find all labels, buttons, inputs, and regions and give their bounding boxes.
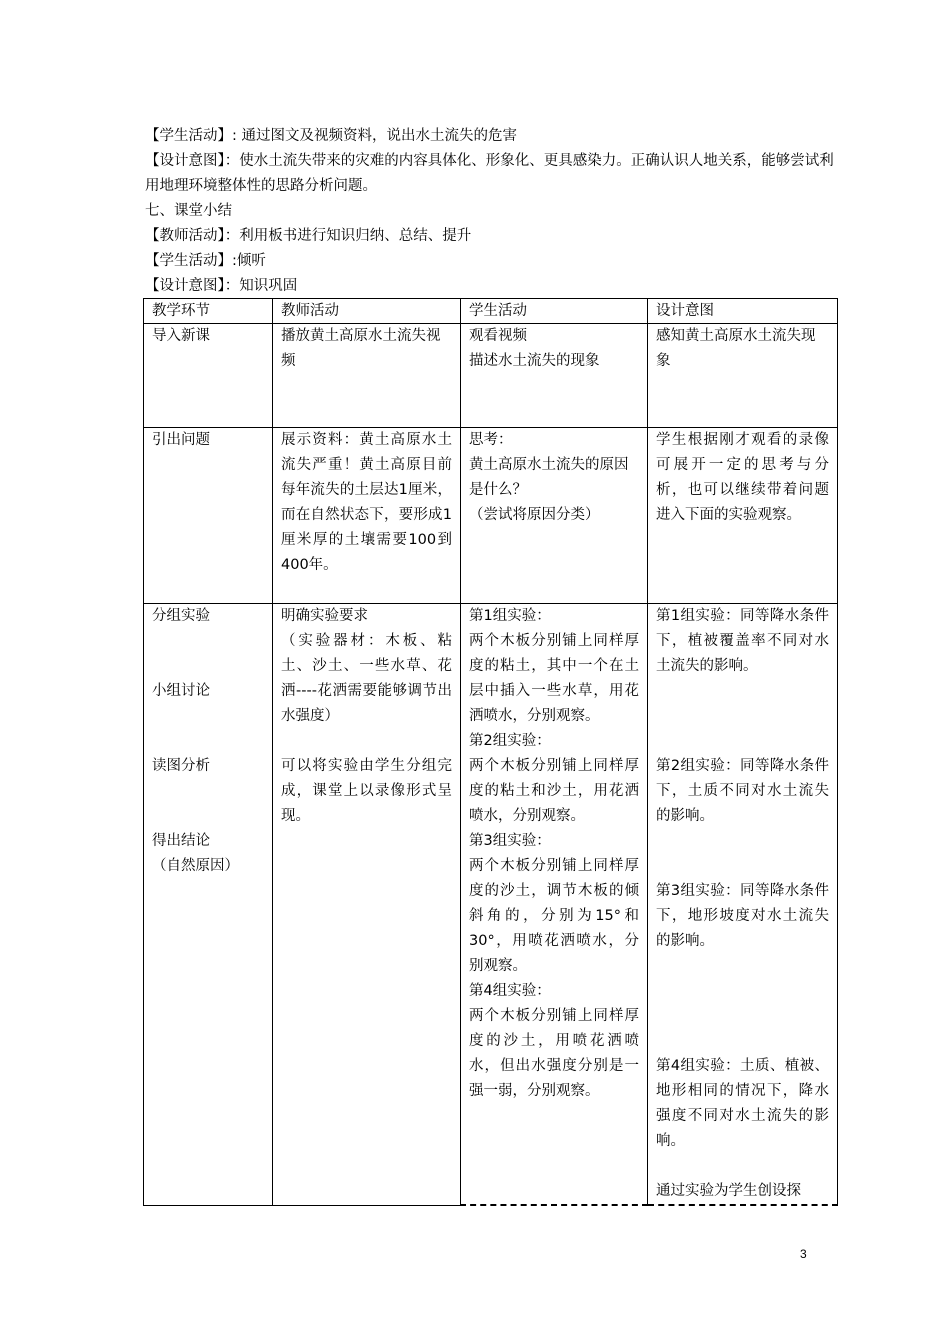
cell-teacher <box>273 604 461 1206</box>
intent-5: 通过实验为学生创设探 <box>656 1183 801 1199</box>
experiment-2-title: 第2组实验： <box>469 733 551 749</box>
table-row <box>144 428 838 604</box>
cell-text: 得出结论 <box>152 833 210 849</box>
intent-1: 第1组实验：同等降水条件下，植被覆盖率不同对水土流失的影响。 <box>656 608 829 674</box>
cell-text: 分组实验 <box>152 608 210 624</box>
header-stage: 教学环节 <box>144 299 273 324</box>
experiment-1-text: 两个木板分别铺上同样厚度的粘土，其中一个在土层中插入一些水草，用花洒喷水，分别观察。 <box>469 633 639 724</box>
cell-text: （实验器材：木板、粘土、沙土、一些水草、花洒----花洒需要能够调节出水强度） <box>281 633 452 724</box>
cell-text: 小组讨论 <box>152 683 210 699</box>
cell-stage: 导入新课 <box>144 324 273 428</box>
experiment-3-text: 两个木板分别铺上同样厚度的沙土，调节木板的倾斜角的，分别为15°和30°，用喷花洒喷水，分别观察。 <box>469 858 639 974</box>
intent-4: 第4组实验：土质、植被、地形相同的情况下，降水强度不同对水土流失的影响。 <box>656 1058 829 1149</box>
student-activity-paragraph-2: 【学生活动】:倾听 <box>145 253 266 269</box>
design-intent-paragraph-2: 【设计意图】：知识巩固 <box>145 278 298 294</box>
cell-teacher: 播放黄土高原水土流失视频 <box>273 324 461 428</box>
table-row <box>144 604 838 1206</box>
cell-text: 描述水土流失的现象 <box>469 353 600 369</box>
intent-2: 第2组实验：同等降水条件下，土质不同对水土流失的影响。 <box>656 758 829 824</box>
cell-text: （自然原因） <box>152 858 239 874</box>
cell-student <box>461 604 648 1206</box>
cell-text: （尝试将原因分类） <box>469 507 600 523</box>
cell-teacher: 展示资料：黄土高原水土流失严重！黄土高原目前每年流失的土层达1厘米，而在自然状态下，要形成1厘米厚的土壤需要100到400年。 <box>273 428 461 604</box>
experiment-1-title: 第1组实验： <box>469 608 551 624</box>
teacher-activity-paragraph: 【教师活动】：利用板书进行知识归纳、总结、提升 <box>145 228 472 244</box>
cell-stage: 引出问题 <box>144 428 273 604</box>
experiment-3-title: 第3组实验： <box>469 833 551 849</box>
intent-3: 第3组实验：同等降水条件下，地形坡度对水土流失的影响。 <box>656 883 829 949</box>
table-header-row <box>144 299 838 324</box>
page-number: 3 <box>800 1247 807 1261</box>
cell-student <box>461 324 648 428</box>
cell-text: 黄土高原水土流失的原因是什么？ <box>469 457 629 498</box>
section-title: 七、课堂小结 <box>145 203 232 219</box>
cell-text: 可以将实验由学生分组完成，课堂上以录像形式呈现。 <box>281 758 452 824</box>
lesson-table <box>143 298 838 1206</box>
cell-intent <box>648 604 838 1206</box>
experiment-4-text: 两个木板分别铺上同样厚度的沙土，用喷花洒喷水，但出水强度分别是一强一弱，分别观察。 <box>469 1008 639 1099</box>
experiment-2-text: 两个木板分别铺上同样厚度的粘土和沙土，用花洒喷水，分别观察。 <box>469 758 639 824</box>
cell-stage <box>144 604 273 1206</box>
cell-intent: 感知黄土高原水土流失现象 <box>648 324 838 428</box>
experiment-4-title: 第4组实验： <box>469 983 551 999</box>
header-teacher: 教师活动 <box>273 299 461 324</box>
table-row <box>144 324 838 428</box>
student-activity-paragraph: 【学生活动】: 通过图文及视频资料，说出水土流失的危害 <box>145 128 517 144</box>
cell-text: 读图分析 <box>152 758 210 774</box>
header-student: 学生活动 <box>461 299 648 324</box>
cell-text: 明确实验要求 <box>281 608 368 624</box>
header-intent: 设计意图 <box>648 299 838 324</box>
cell-text: 观看视频 <box>469 328 527 344</box>
cell-student <box>461 428 648 604</box>
cell-intent: 学生根据刚才观看的录像可展开一定的思考与分析，也可以继续带着问题进入下面的实验观察。 <box>648 428 838 604</box>
cell-text: 思考： <box>469 432 513 448</box>
design-intent-paragraph: 【设计意图】：使水土流失带来的灾难的内容具体化、形象化、更具感染力。正确认识人地关系，能够尝试利用地理环境整体性的思路分析问题。 <box>145 153 834 194</box>
